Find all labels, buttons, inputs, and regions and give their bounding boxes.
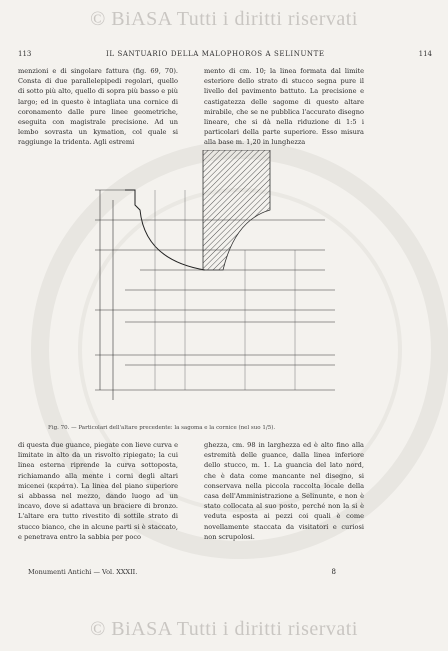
paragraph: di questa due guance, piegate con lieve curva e limitate in alto da un risvolto ripiegato; la cui linea esterna riprende la curva sottoposta, richiamando alla mente i corni degli altari micenei (κεράτα). La linea del piano superiore si abbassa nel mezzo, dando luogo ad un incavo, dove si adattava un braciere di bronzo. L'altare era tutto rivestito di sottile strato di stucco bianco, che in alcune parti si è staccato, e penetrava entro la sabbia per poco [18, 441, 178, 541]
page-number-left: 113 [18, 50, 32, 58]
left-column-bottom [18, 440, 178, 542]
paragraph: menzioni e di singolare fattura (fig. 69, 70). Consta di due parallelepipedi regolari, quello di sotto più alto, quello di sopra più basso e più largo; ed in questo è intagliata una cornice di coronamento dalle pure linee geometriche, eseguita con magistrale precisione. Ad un lembo sovrasta un kymation, col quale si raggiunge la tridenta. Agli estremi [18, 67, 178, 147]
watermark-top: © BiASA Tutti i diritti riservati [90, 8, 358, 30]
journal-footer: Monumenti Antichi — Vol. XXXII. [28, 568, 138, 576]
running-title: IL SANTUARIO DELLA MALOPHOROS A SELINUNTE [106, 50, 325, 58]
right-column-top [204, 66, 364, 148]
altar-profile-figure [95, 150, 345, 425]
signature-mark: 8 [331, 568, 336, 576]
watermark-bottom: © BiASA Tutti i diritti riservati [90, 618, 358, 640]
paragraph: mento di cm. 10; la linea formata dal limite esteriore dello strato di stucco segna pure il livello del pavimento battuto. La precisione e castigatezza delle sagome di questo altare mirabile, che se ne pubblica l'accurato disegno lineare, che si dà nella riduzione di 1:5 i particolari della parte superiore. Esso misura alla base m. 1,20 in lunghezza [204, 67, 364, 147]
figure-caption: Fig. 70. — Particolari dell'altare precedente: la sagoma e la cornice (nel suo 1/5). [48, 425, 276, 431]
page-number-right: 114 [418, 50, 432, 58]
right-column-bottom [204, 440, 364, 542]
paragraph: ghezza, cm. 98 in larghezza ed è alto fino alla estremità delle guance, dalla linea inferiore dello stucco, m. 1. La guancia del lato nord, che è data come mancante nel disegno, si conservava nella piccola raccolta locale della casa dell'Amministrazione a Selinunte, e non è stato collocata al suo posto, perché non la si è veduta esposta ai pezzi coi quali è come novellamente staccata da visitatori e curiosi non scrupolosi. [204, 441, 364, 541]
left-column-top [18, 66, 178, 148]
